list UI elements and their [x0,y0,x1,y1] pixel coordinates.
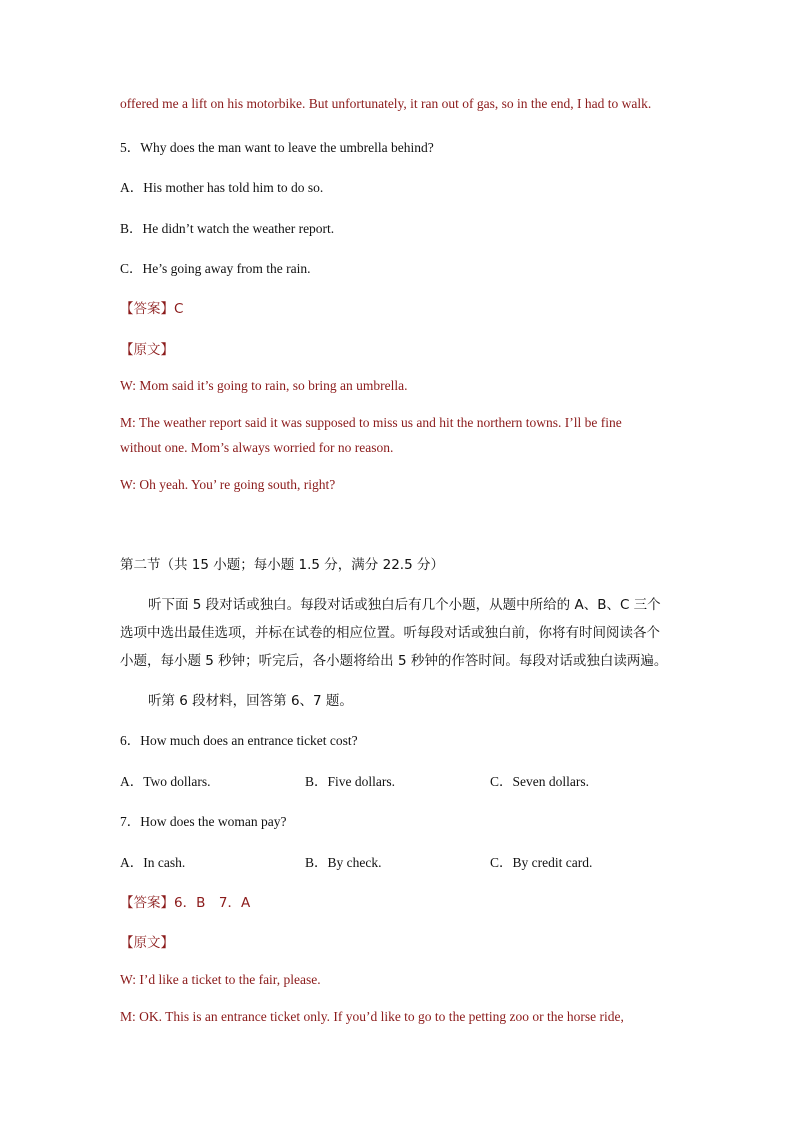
question-6-option-c: C．Seven dollars. [490,774,589,789]
question-5-option-b: B．He didn’t watch the weather report. [120,221,335,236]
transcript-label-2: 【原文】 [120,935,174,951]
transcript-1-line-w1: W: Mom said it’s going to rain, so bring an umbrella. [120,378,408,393]
question-5-option-c: C．He’s going away from the rain. [120,261,311,276]
transcript-continuation: offered me a lift on his motorbike. But unfortunately, it ran out of gas, so in the end, I had to walk. [120,96,652,111]
transcript-1-line-w2: W: Oh yeah. You’ re going south, right? [120,477,336,492]
transcript-2-line-w1: W: I’d like a ticket to the fair, please. [120,972,321,987]
question-5-option-a: A．His mother has told him to do so. [120,180,324,195]
question-7-option-b: B．By check. [305,855,382,870]
section-2-instruction-line-2: 选项中选出最佳选项，并标在试卷的相应位置。听每段对话或独白前，你将有时间阅读各个 [120,625,660,641]
question-6-option-b: B．Five dollars. [305,774,395,789]
question-7-stem: 7．How does the woman pay? [120,814,287,829]
section-2-instruction-line-3: 小题，每小题 5 秒钟；听完后，各小题将给出 5 秒钟的作答时间。每段对话或独白读两遍。 [120,653,668,669]
question-6-stem: 6．How much does an entrance ticket cost? [120,733,358,748]
transcript-1-line-m1b: without one. Mom’s always worried for no reason. [120,440,394,455]
section-2-heading: 第二节（共 15 小题；每小题 1.5 分，满分 22.5 分） [120,557,444,573]
answer-5-label: 【答案】C [120,301,184,317]
listen-instruction: 听第 6 段材料，回答第 6、7 题。 [148,693,353,709]
answer-6-7-label: 【答案】6．B 7．A [120,895,251,911]
section-2-instruction-line-1: 听下面 5 段对话或独白。每段对话或独白后有几个小题，从题中所给的 A、B、C 三个 [148,597,661,613]
transcript-2-line-m1: M: OK. This is an entrance ticket only. If you’d like to go to the petting zoo or the horse ride, [120,1009,624,1024]
question-7-option-a: A．In cash. [120,855,186,870]
question-5-stem: 5．Why does the man want to leave the umbrella behind? [120,140,434,155]
question-6-option-a: A．Two dollars. [120,774,211,789]
transcript-1-line-m1a: M: The weather report said it was supposed to miss us and hit the northern towns. I’ll be fine [120,415,622,430]
transcript-label-1: 【原文】 [120,342,174,358]
question-7-option-c: C．By credit card. [490,855,593,870]
